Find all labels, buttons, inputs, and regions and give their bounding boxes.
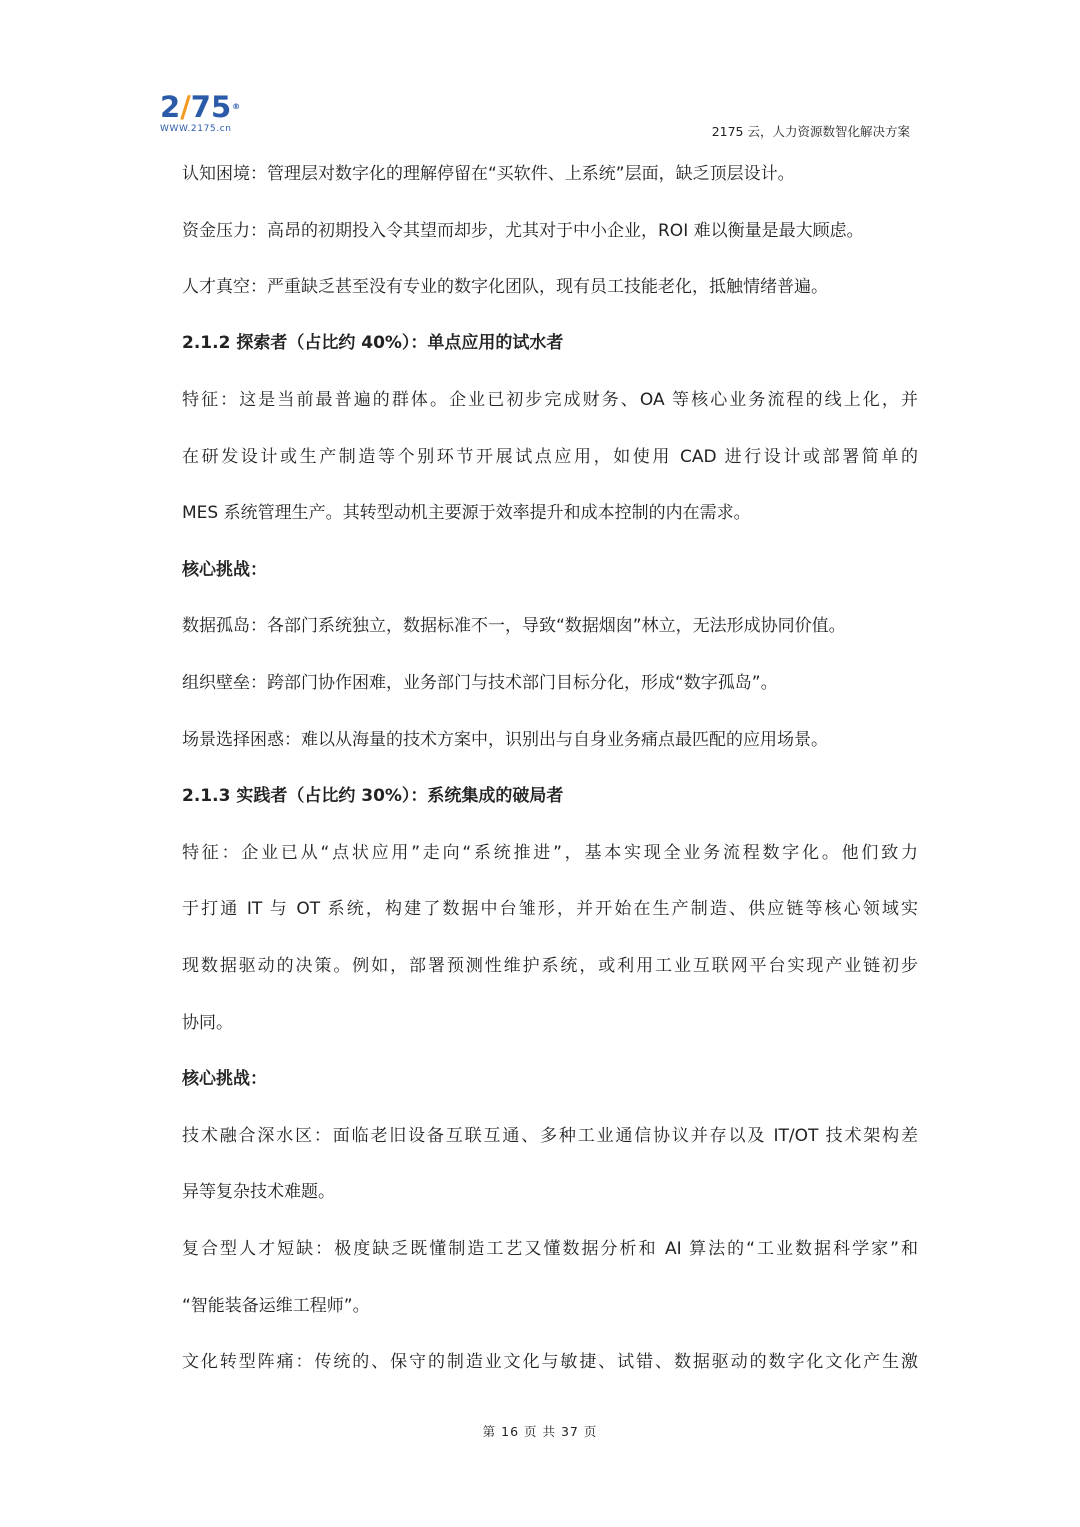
paragraph-line: 认知困境：管理层对数字化的理解停留在“买软件、上系统”层面，缺乏顶层设计。 xyxy=(182,164,795,184)
section-heading-2-1-2: 2.1.2 探索者（占比约 40%）：单点应用的试水者 xyxy=(182,333,564,353)
subheading-core-challenges: 核心挑战： xyxy=(182,560,267,580)
logo-mark xyxy=(160,92,250,122)
paragraph-line: 组织壁垒：跨部门协作困难，业务部门与技术部门目标分化，形成“数字孤岛”。 xyxy=(182,673,778,693)
section-heading-2-1-3: 2.1.3 实践者（占比约 30%）：系统集成的破局者 xyxy=(182,786,564,806)
paragraph-line: 在研发设计或生产制造等个别环节开展试点应用，如使用 CAD 进行设计或部署简单的 xyxy=(182,447,918,467)
paragraph-line: 现数据驱动的决策。例如，部署预测性维护系统，或利用工业互联网平台实现产业链初步 xyxy=(182,956,918,976)
paragraph-line: 技术融合深水区：面临老旧设备互联互通、多种工业通信协议并存以及 IT/OT 技术架构差 xyxy=(182,1126,918,1146)
logo-url: WWW.2175.cn xyxy=(160,124,232,134)
header-title: 2175 云，人力资源数智化解决方案 xyxy=(711,124,910,139)
paragraph-line: 场景选择困惑：难以从海量的技术方案中，识别出与自身业务痛点最匹配的应用场景。 xyxy=(182,730,828,750)
paragraph-line: 异等复杂技术难题。 xyxy=(182,1182,335,1202)
page-number: 第 16 页 共 37 页 xyxy=(482,1424,598,1439)
subheading-core-challenges: 核心挑战： xyxy=(182,1069,267,1089)
logo-digit-2: 2 xyxy=(160,90,181,124)
paragraph-line: 复合型人才短缺：极度缺乏既懂制造工艺又懂数据分析和 AI 算法的“工业数据科学家”和 xyxy=(182,1239,918,1259)
paragraph-line: 文化转型阵痛：传统的、保守的制造业文化与敏捷、试错、数据驱动的数字化文化产生激 xyxy=(182,1352,918,1372)
logo-slash: / xyxy=(180,90,191,124)
paragraph-line: 资金压力：高昂的初期投入令其望而却步，尤其对于中小企业，ROI 难以衡量是最大顾虑。 xyxy=(182,221,864,241)
paragraph-line: MES 系统管理生产。其转型动机主要源于效率提升和成本控制的内在需求。 xyxy=(182,503,751,523)
company-logo xyxy=(160,92,250,134)
paragraph-line: 协同。 xyxy=(182,1013,233,1033)
paragraph-line: 数据孤岛：各部门系统独立，数据标准不一，导致“数据烟囱”林立，无法形成协同价值。 xyxy=(182,616,846,636)
logo-digits-75: 75 xyxy=(190,90,232,124)
paragraph-line: 特征：这是当前最普遍的群体。企业已初步完成财务、OA 等核心业务流程的线上化，并 xyxy=(182,390,918,410)
paragraph-line: 于打通 IT 与 OT 系统，构建了数据中台雏形，并开始在生产制造、供应链等核心领域实 xyxy=(182,899,918,919)
paragraph-line: 特征：企业已从“点状应用”走向“系统推进”，基本实现全业务流程数字化。他们致力 xyxy=(182,843,918,863)
paragraph-line: 人才真空：严重缺乏甚至没有专业的数字化团队，现有员工技能老化，抵触情绪普遍。 xyxy=(182,277,828,297)
logo-registered-mark: ® xyxy=(232,102,241,111)
paragraph-line: “智能装备运维工程师”。 xyxy=(182,1296,370,1316)
